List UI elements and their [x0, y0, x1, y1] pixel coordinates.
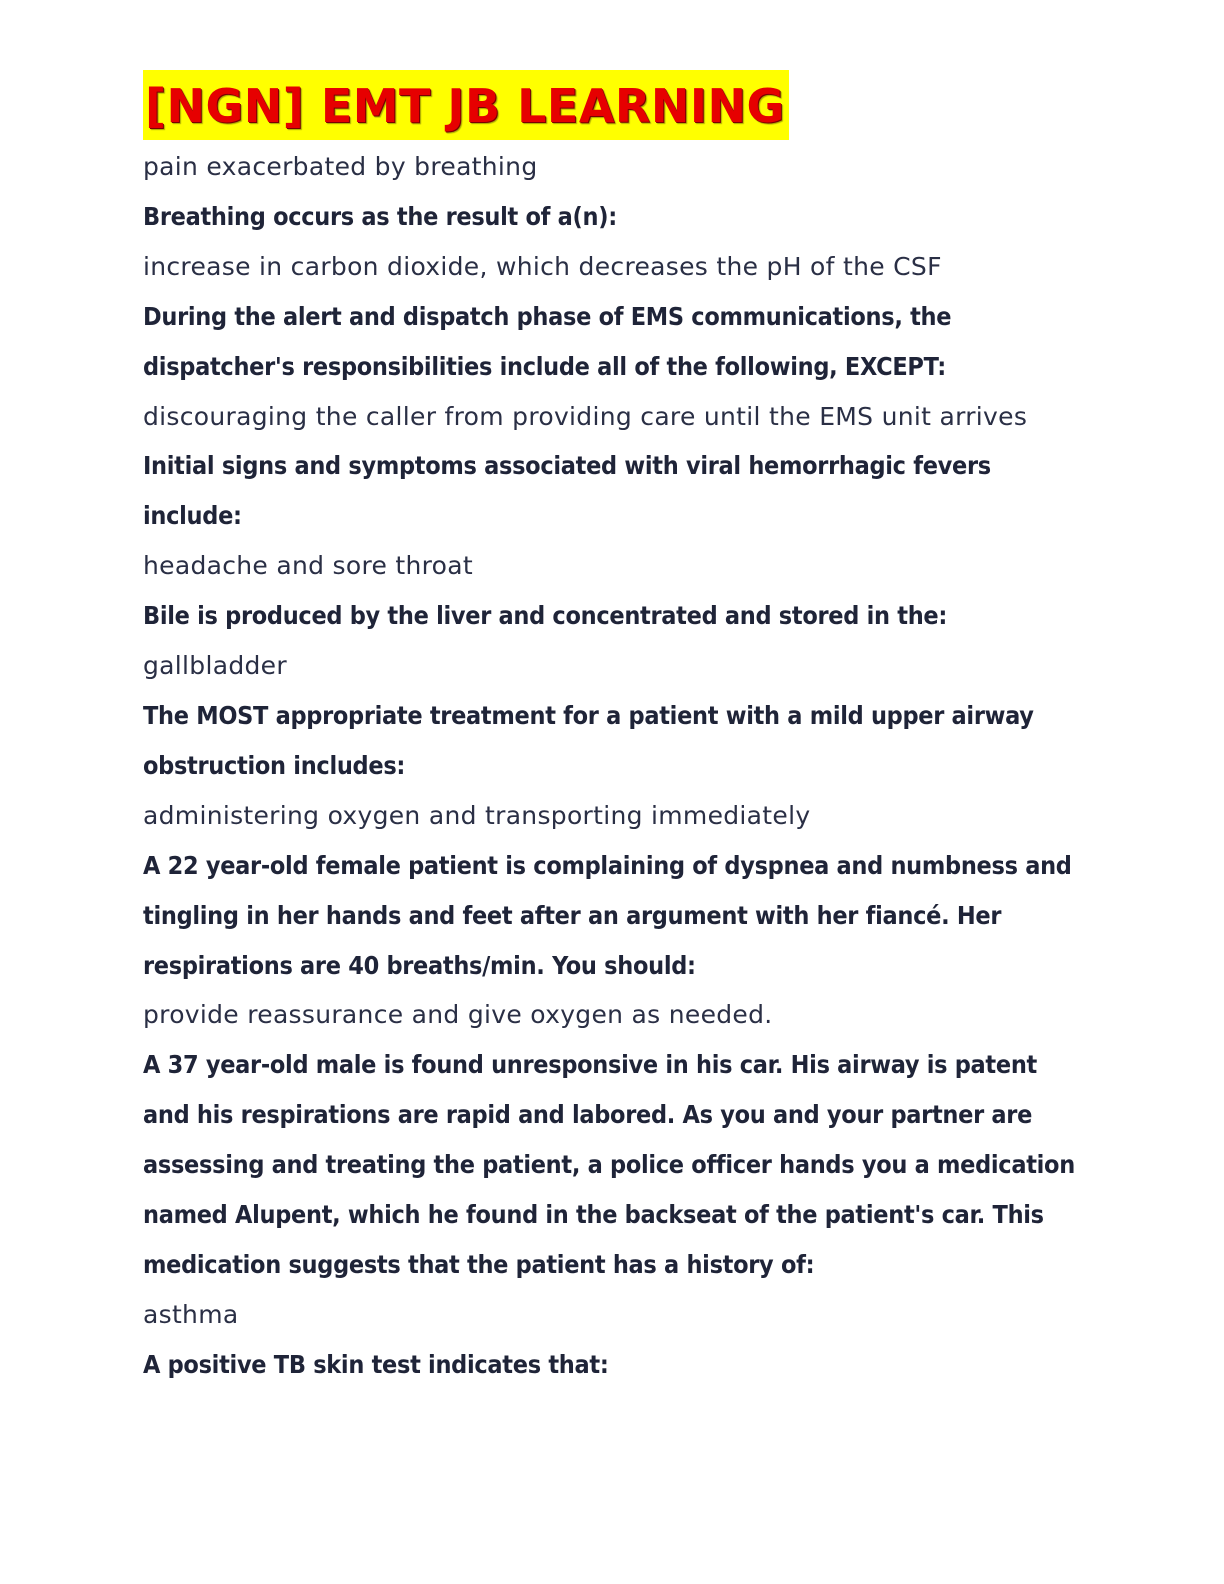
- question-line: A positive TB skin test indicates that:: [143, 1349, 609, 1379]
- question-line: and his respirations are rapid and labored. As you and your partner are: [143, 1100, 1033, 1130]
- question-line: obstruction includes:: [143, 750, 406, 780]
- answer-line: pain exacerbated by breathing: [143, 152, 538, 181]
- title-banner: [143, 70, 789, 140]
- question-line: A 37 year-old male is found unresponsive in his car. His airway is patent: [143, 1050, 1037, 1080]
- answer-line: headache and sore throat: [143, 551, 474, 581]
- question-line: Bile is produced by the liver and concentrated and stored in the:: [143, 601, 948, 631]
- answer-line: provide reassurance and give oxygen as needed.: [143, 1000, 773, 1030]
- question-line: medication suggests that the patient has a history of:: [143, 1249, 815, 1279]
- answer-line: asthma: [143, 1299, 239, 1329]
- answer-line: increase in carbon dioxide, which decreases the pH of the CSF: [143, 251, 942, 281]
- document-title: [NGN] EMT JB LEARNING: [145, 79, 785, 133]
- question-line: Breathing occurs as the result of a(n):: [143, 201, 617, 231]
- question-line: tingling in her hands and feet after an argument with her fiancé. Her: [143, 900, 1002, 930]
- question-line: assessing and treating the patient, a police officer hands you a medication: [143, 1150, 1075, 1180]
- question-line: dispatcher's responsibilities include all of the following, EXCEPT:: [143, 351, 946, 381]
- question-line: A 22 year-old female patient is complaining of dyspnea and numbness and: [143, 850, 1072, 880]
- question-line: respirations are 40 breaths/min. You should:: [143, 950, 696, 980]
- question-line: During the alert and dispatch phase of EMS communications, the: [143, 301, 952, 331]
- answer-line: discouraging the caller from providing care until the EMS unit arrives: [143, 401, 1028, 431]
- question-answer-list: [143, 142, 1103, 1390]
- question-line: named Alupent, which he found in the backseat of the patient's car. This: [143, 1200, 1044, 1230]
- answer-line: administering oxygen and transporting immediately: [143, 800, 811, 830]
- answer-line: gallbladder: [143, 651, 287, 681]
- question-line: include:: [143, 501, 242, 531]
- question-line: Initial signs and symptoms associated with viral hemorrhagic fevers: [143, 451, 991, 481]
- document-page: [143, 70, 1103, 1390]
- question-line: The MOST appropriate treatment for a patient with a mild upper airway: [143, 700, 1034, 730]
